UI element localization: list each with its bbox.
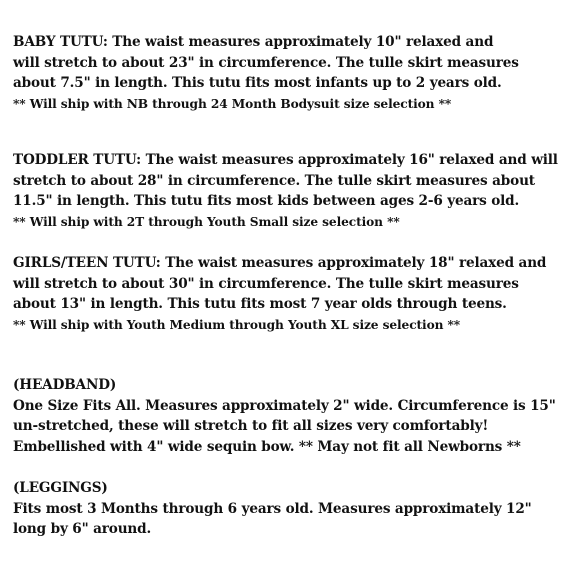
girls-teen-tutu-section <box>13 253 565 335</box>
leggings-line-2: long by 6" around. <box>13 521 152 537</box>
toddler-tutu-line-3: 11.5" in length. This tutu fits most kids between ages 2-6 years old. <box>13 193 520 209</box>
leggings-line-1: Fits most 3 Months through 6 years old. Measures approximately 12" <box>13 500 532 517</box>
baby-tutu-line-1: BABY TUTU: The waist measures approximately 10" relaxed and <box>13 34 494 50</box>
girls-teen-tutu-line-1: GIRLS/TEEN TUTU: The waist measures approximately 18" relaxed and <box>13 255 547 271</box>
toddler-tutu-section <box>13 150 565 232</box>
baby-tutu-line-3: about 7.5" in length. This tutu fits most infants up to 2 years old. <box>13 75 502 91</box>
toddler-tutu-line-2: stretch to about 28" in circumference. The tulle skirt measures about <box>13 172 535 189</box>
leggings-heading: (LEGGINGS) <box>13 480 108 496</box>
leggings-section <box>13 478 565 540</box>
girls-teen-tutu-note: ** Will ship with Youth Medium through Youth XL size selection ** <box>13 317 461 332</box>
toddler-tutu-line-1: TODDLER TUTU: The waist measures approximately 16" relaxed and will <box>13 152 558 168</box>
baby-tutu-note: ** Will ship with NB through 24 Month Bodysuit size selection ** <box>13 96 452 111</box>
headband-section <box>13 375 565 457</box>
baby-tutu-section <box>13 32 565 114</box>
headband-heading: (HEADBAND) <box>13 377 117 393</box>
toddler-tutu-note: ** Will ship with 2T through Youth Small size selection ** <box>13 214 400 229</box>
headband-line-3: Embellished with 4" wide sequin bow. ** May not fit all Newborns ** <box>13 438 521 455</box>
headband-line-2: un-stretched, these will stretch to fit all sizes very comfortably! <box>13 418 489 434</box>
girls-teen-tutu-line-3: about 13" in length. This tutu fits most 7 year olds through teens. <box>13 296 507 312</box>
baby-tutu-line-2: will stretch to about 23" in circumference. The tulle skirt measures <box>13 54 519 71</box>
girls-teen-tutu-line-2: will stretch to about 30" in circumference. The tulle skirt measures <box>13 275 519 292</box>
headband-line-1: One Size Fits All. Measures approximately 2" wide. Circumference is 15" <box>13 397 556 414</box>
